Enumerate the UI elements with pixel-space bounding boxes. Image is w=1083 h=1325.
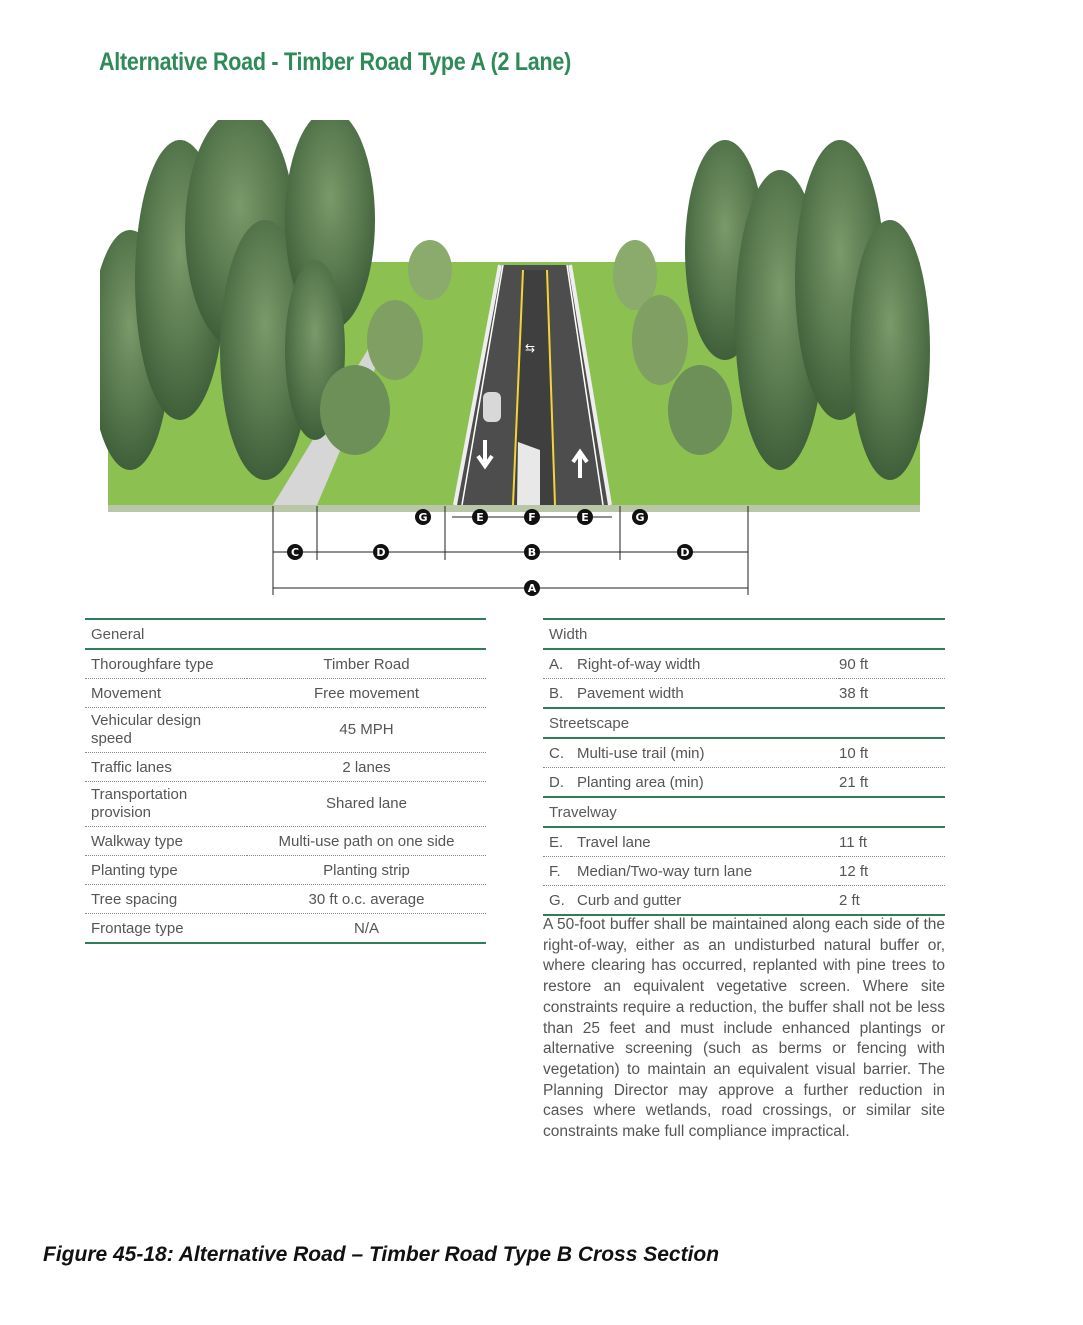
width-table bbox=[543, 618, 945, 916]
table-row: A. Right-of-way width 90 ft bbox=[543, 649, 945, 679]
table-row: Tree spacing 30 ft o.c. average bbox=[85, 885, 486, 914]
median-island bbox=[517, 442, 540, 505]
marker-d-left bbox=[373, 544, 389, 560]
marker-c bbox=[287, 544, 303, 560]
svg-text:D: D bbox=[680, 546, 690, 559]
marker-g-left bbox=[415, 509, 431, 525]
travelway-header: Travelway bbox=[543, 797, 945, 827]
page-title: Alternative Road - Timber Road Type A (2 Lane) bbox=[99, 48, 571, 76]
table-row: Frontage type N/A bbox=[85, 914, 486, 944]
svg-text:B: B bbox=[527, 546, 537, 559]
marker-e-right bbox=[577, 509, 593, 525]
marker-g-right bbox=[632, 509, 648, 525]
car-icon bbox=[483, 392, 501, 422]
table-row: Movement Free movement bbox=[85, 679, 486, 708]
table-row: F. Median/Two-way turn lane 12 ft bbox=[543, 857, 945, 886]
svg-text:A: A bbox=[527, 582, 537, 595]
svg-text:D: D bbox=[376, 546, 386, 559]
cross-section-illustration bbox=[100, 120, 930, 605]
table-row: Walkway type Multi-use path on one side bbox=[85, 827, 486, 856]
general-header: General bbox=[85, 619, 486, 649]
marker-a bbox=[524, 580, 540, 596]
streetscape-header: Streetscape bbox=[543, 708, 945, 738]
table-row: E. Travel lane 11 ft bbox=[543, 827, 945, 857]
svg-text:G: G bbox=[418, 511, 428, 524]
table-row: Vehicular design speed 45 MPH bbox=[85, 708, 486, 753]
table-row: C. Multi-use trail (min) 10 ft bbox=[543, 738, 945, 768]
marker-f bbox=[524, 509, 540, 525]
marker-e-left bbox=[472, 509, 488, 525]
figure-caption: Figure 45-18: Alternative Road – Timber Road Type B Cross Section bbox=[43, 1243, 720, 1266]
general-table bbox=[85, 618, 486, 944]
turn-arrows-icon: ⇆ bbox=[525, 341, 536, 355]
width-header: Width bbox=[543, 619, 945, 649]
svg-text:F: F bbox=[528, 511, 536, 524]
marker-d-right bbox=[677, 544, 693, 560]
svg-text:E: E bbox=[581, 511, 589, 524]
svg-text:G: G bbox=[635, 511, 645, 524]
ground-edge bbox=[108, 505, 920, 512]
table-row: Transportation provision Shared lane bbox=[85, 782, 486, 827]
table-row: G. Curb and gutter 2 ft bbox=[543, 886, 945, 916]
table-row: Thoroughfare type Timber Road bbox=[85, 649, 486, 679]
table-row: Traffic lanes 2 lanes bbox=[85, 753, 486, 782]
svg-text:C: C bbox=[290, 546, 300, 559]
svg-text:E: E bbox=[476, 511, 484, 524]
table-row: B. Pavement width 38 ft bbox=[543, 679, 945, 709]
marker-b bbox=[524, 544, 540, 560]
table-row: D. Planting area (min) 21 ft bbox=[543, 768, 945, 798]
buffer-paragraph: A 50-foot buffer shall be maintained along each side of the right-of-way, either as an undisturbed natural buffer or, where clearing has occurred, replanted with pine trees to restore an equivalent vegetative screen. Where site constraints require a reduction, the buffer shall not be less than 25 feet and must include enhanced plantings or alternative screening (such as berms or fencing with vegetation) to maintain an equivalent visual barrier. The Planning Director may approve a further reduction in cases where wetlands, road crossings, or similar site constraints make full compliance impractical. bbox=[543, 916, 945, 1141]
table-row: Planting type Planting strip bbox=[85, 856, 486, 885]
